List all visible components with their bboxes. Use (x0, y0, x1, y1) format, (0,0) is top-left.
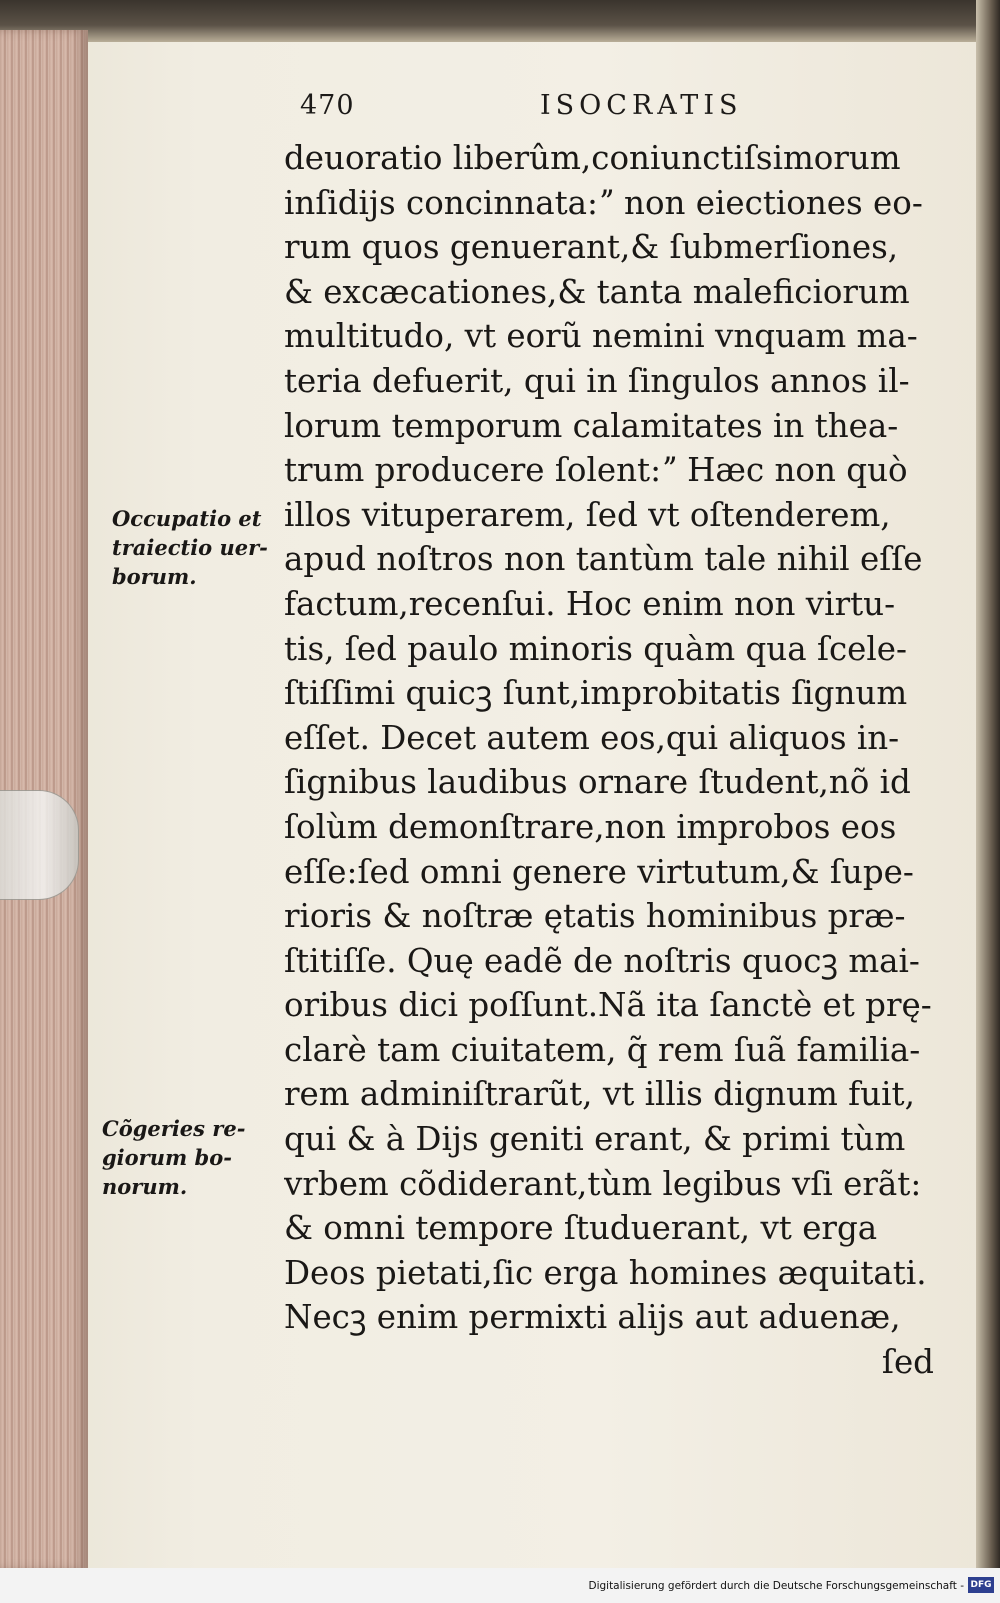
text-line: Deos pietati,ſic erga homines æquitati. (284, 1253, 927, 1292)
text-line: oribus dici poſſunt.Nã ita ſanctè et prę- (284, 986, 932, 1025)
text-line: Necꝫ enim permixti alijs aut aduenæ, (284, 1298, 901, 1337)
text-line: clarè tam ciuitatem, q̃ rem ſuã familia- (284, 1030, 921, 1069)
margin-note-line: traiectio uer- (112, 535, 268, 560)
text-line: factum,recenſui. Hoc enim non virtu- (284, 584, 896, 623)
running-title: ISOCRATIS (540, 90, 743, 121)
text-line: inſidijs concinnata:ˮ non eiectiones eo- (284, 183, 923, 222)
page-gutter-shadow (976, 0, 1000, 1603)
text-line: ſignibus laudibus ornare ſtudent,nõ id (284, 763, 911, 802)
page-number: 470 (300, 90, 355, 121)
text-line: rem adminiſtrarũt, vt illis dignum fuit, (284, 1075, 915, 1114)
text-line: ſtiſſimi quicꝫ ſunt,improbitatis ſignum (284, 674, 908, 713)
text-line: apud noſtros non tantùm tale nihil eſſe (284, 540, 923, 579)
bookmark-clip (0, 790, 79, 900)
text-line: trum producere ſolent:ˮ Hæc non quò (284, 451, 908, 490)
scan-top-border (0, 0, 1000, 42)
digitization-credit: Digitalisierung gefördert durch die Deutsche Forschungsgemeinschaft - (588, 1580, 964, 1592)
text-line: & omni tempore ſtuduerant, vt erga (284, 1209, 878, 1248)
text-line: qui & à Dijs geniti erant, & primi tùm (284, 1120, 906, 1159)
page-header (300, 90, 800, 130)
text-line: rioris & noſtræ ętatis hominibus præ- (284, 897, 906, 936)
text-line: eſſe:ſed omni genere virtutum,& ſupe- (284, 852, 914, 891)
margin-note-congeries (102, 1114, 245, 1201)
margin-note-line: Cõgeries re- (102, 1116, 246, 1141)
dfg-logo: DFG (968, 1577, 994, 1593)
text-line: illos vituperarem, ſed vt oſtenderem, (284, 495, 891, 534)
text-line: tis, ſed paulo minoris quàm qua ſcele- (284, 629, 908, 668)
text-line: ſtitiſſe. Quę eadẽ de noſtris quocꝫ mai- (284, 941, 920, 980)
margin-note-line: giorum bo- (102, 1145, 232, 1170)
text-line: eſſet. Decet autem eos,qui aliquos in- (284, 718, 900, 757)
text-line: vrbem cõdiderant,tùm legibus vſi erãt: (284, 1164, 922, 1203)
text-line: & excæcationes,& tanta maleficiorum (284, 272, 910, 311)
text-line: deuoratio liberûm,coniunctiſsimorum (284, 139, 901, 177)
margin-note-line: Occupatio et (112, 506, 262, 531)
margin-note-line: borum. (112, 564, 197, 589)
text-line: lorum temporum calamitates in thea- (284, 406, 899, 445)
text-line: multitudo, vt eorũ nemini vnquam ma- (284, 317, 918, 356)
body-text (284, 136, 954, 1385)
margin-note-occupatio (112, 504, 268, 591)
text-line: ſolùm demonſtrare,non improbos eos (284, 807, 897, 846)
text-line: rum quos genuerant,& ſubmerſiones, (284, 228, 899, 267)
catchword: ſed (881, 1343, 934, 1382)
margin-note-line: norum. (102, 1174, 188, 1199)
bleed-through-text (140, 300, 280, 322)
text-line: teria defuerit, qui in ſingulos annos il- (284, 361, 910, 400)
